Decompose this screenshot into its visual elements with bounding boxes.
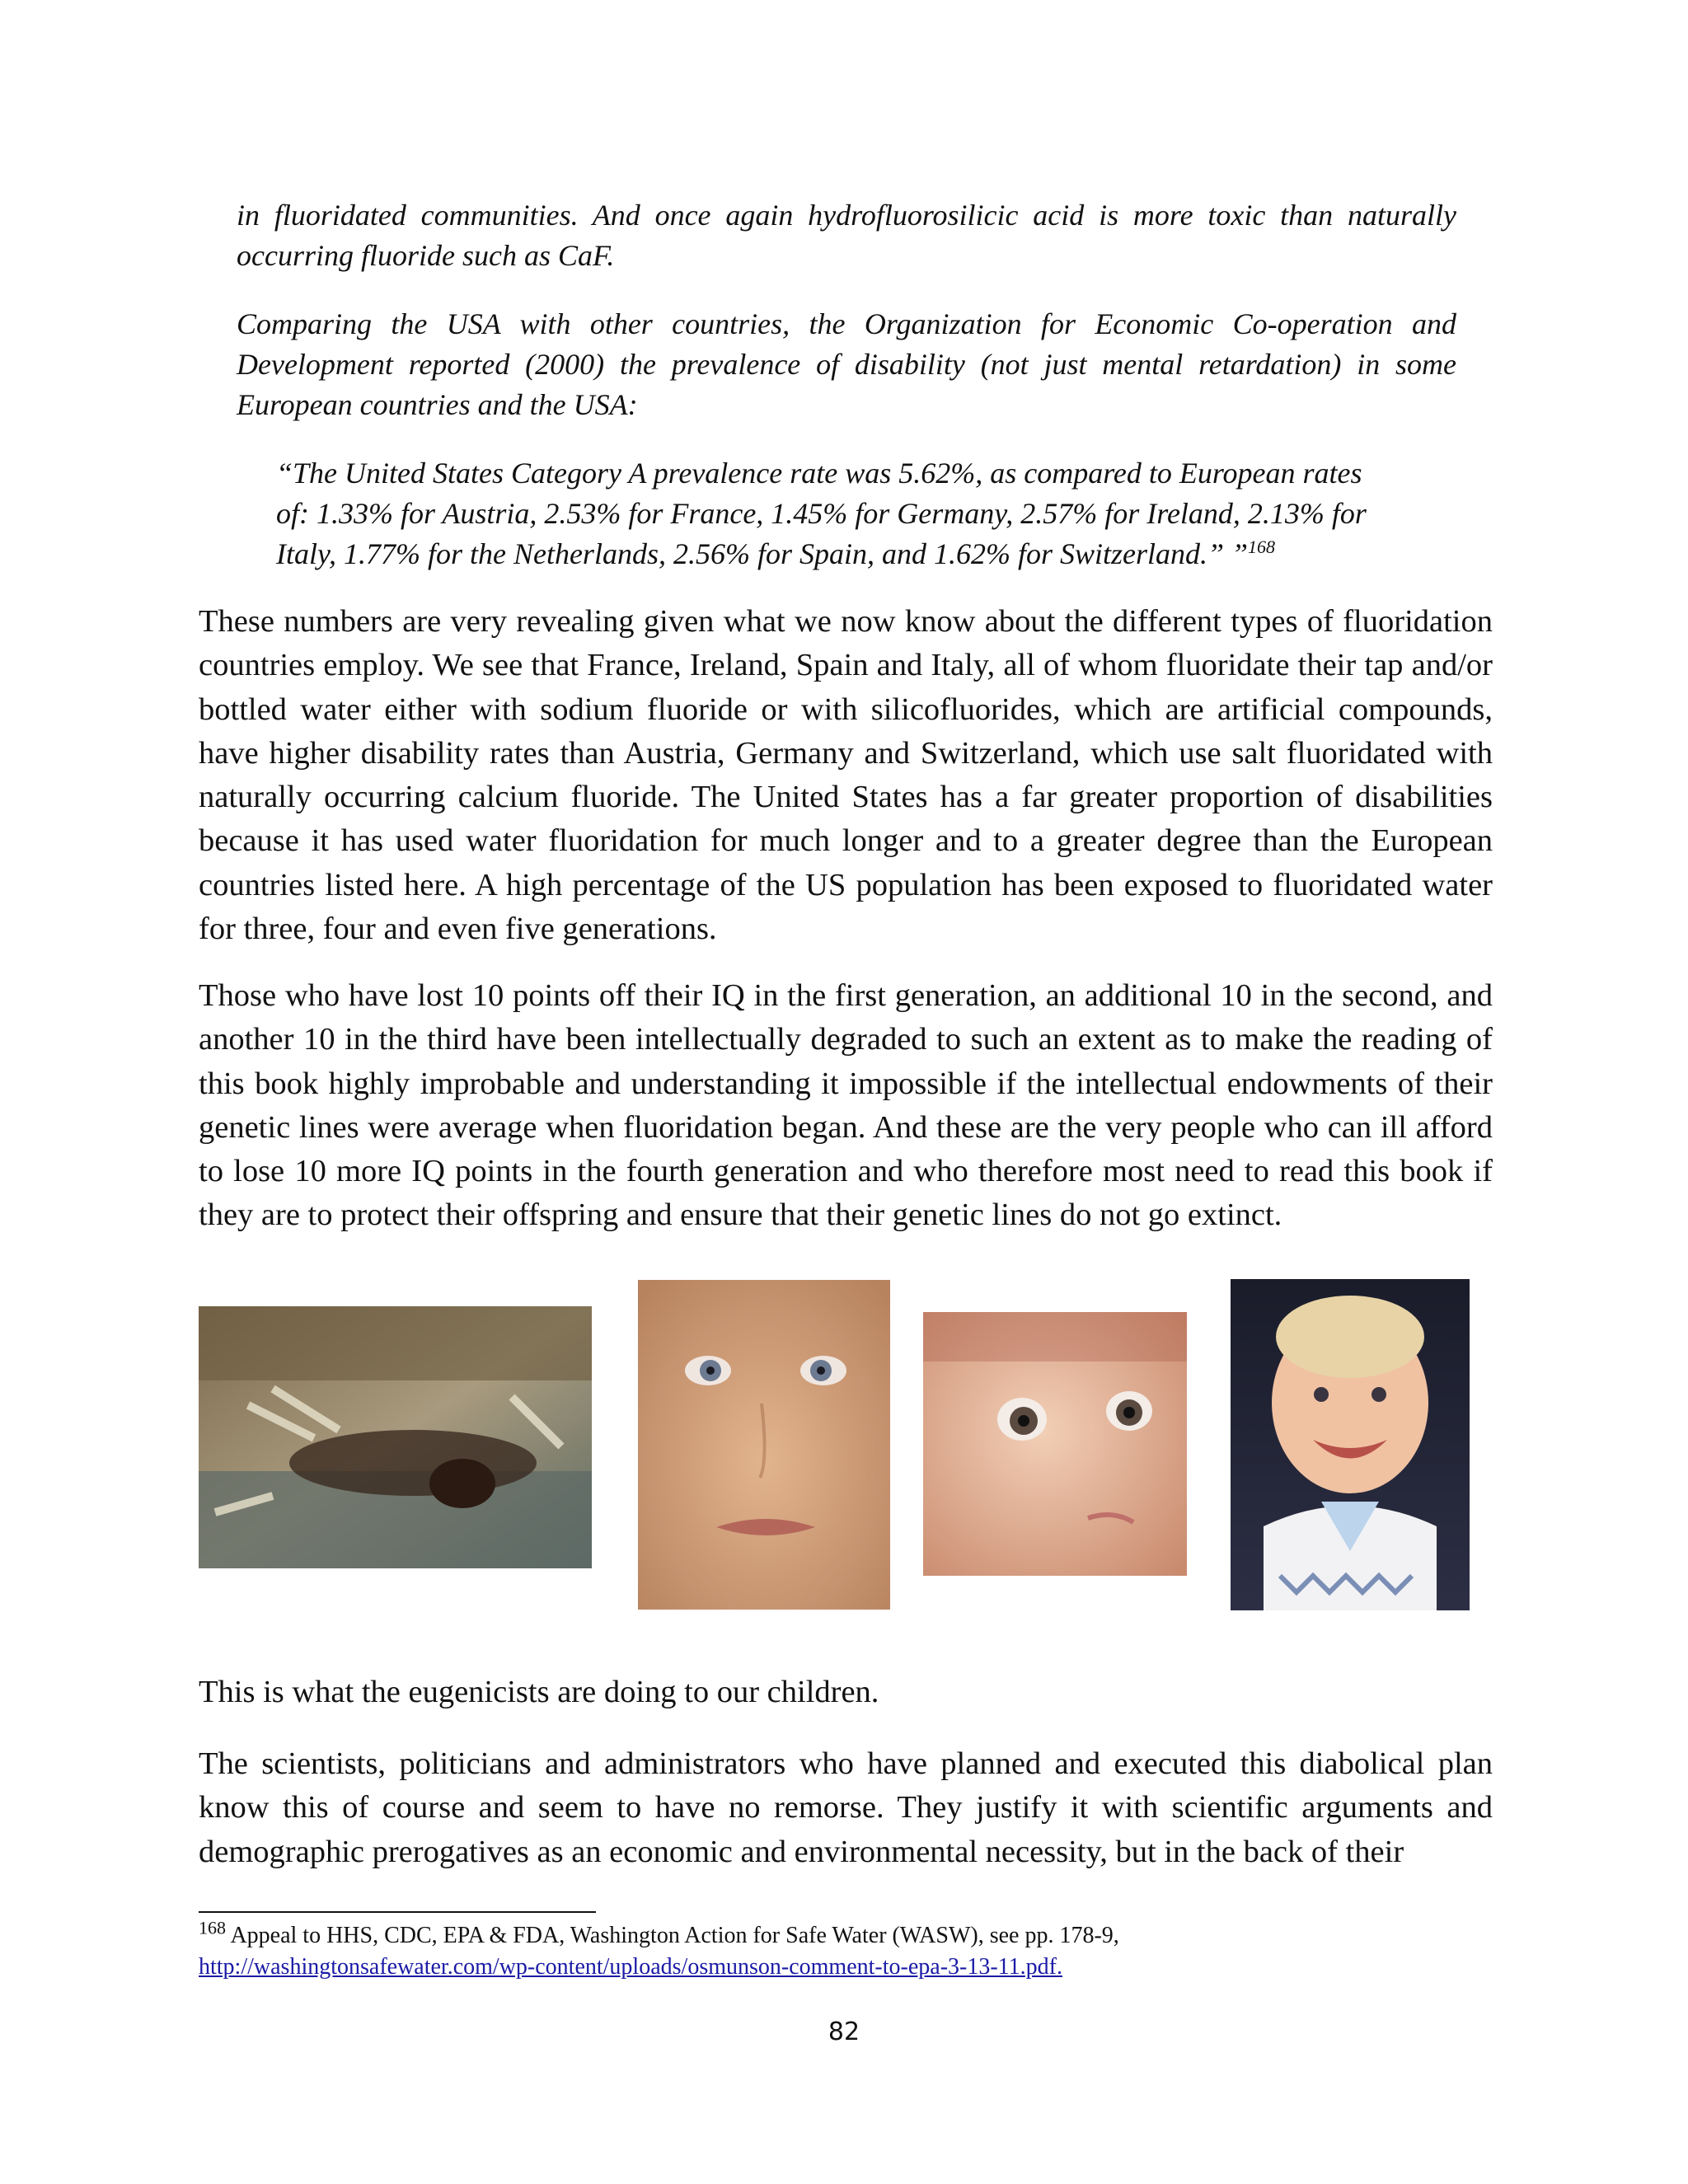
footnote-line-1 (199, 1917, 1493, 1952)
footnote (199, 1917, 1493, 1983)
footnote-text: Appeal to HHS, CDC, EPA & FDA, Washington Action for Safe Water (WASW), see pp. 178-9, (226, 1923, 1119, 1948)
quote-paragraph-1: in fluoridated communities. And once again hydrofluorosilicic acid is more toxic than naturally occurring fluoride such as CaF. (237, 199, 1456, 272)
inner-quote-line-2: of: 1.33% for Austria, 2.53% for France, 1.45% for Germany, 2.57% for Ireland, 2.13% for (276, 497, 1367, 530)
footnote-reference: 168 (1248, 537, 1276, 557)
quote-paragraph-2: Comparing the USA with other countries, the Organization for Economic Co-operation and Development reported (2000) the prevalence of disability (not just mental retardation) in some European countries and the USA: (237, 307, 1456, 421)
footnote-link[interactable]: http://washingtonsafewater.com/wp-content/uploads/osmunson-comment-to-epa-3-13-11.pdf. (199, 1954, 1062, 1980)
footnote-separator (199, 1911, 596, 1913)
body-paragraph-1: These numbers are very revealing given what we now know about the different types of fluoridation countries employ. We see that France, Ireland, Spain and Italy, all of whom fluoridate their tap and/or bottled water either with sodium fluoride or with silicofluorides, which are artificial compounds, have higher disability rates than Austria, Germany and Switzerland, which use salt fluoridated with naturally occurring calcium fluoride. The United States has a far greater proportion of disabilities because it has used water fluoridation for much longer and to a greater degree than the European countries listed here. A high percentage of the US population has been exposed to fluoridated water for three, four and even five generations. (199, 604, 1493, 947)
photo-child-on-floor (199, 1306, 592, 1568)
page-number: 82 (828, 2018, 860, 2046)
inner-quote-line-3-text: Italy, 1.77% for the Netherlands, 2.56% for Spain, and 1.62% for Switzerland.” ” (276, 537, 1249, 570)
footnote-number: 168 (199, 1917, 226, 1938)
body-paragraph-3: This is what the eugenicists are doing to our children. (199, 1675, 879, 1709)
inner-quote-line-1: “The United States Category A prevalence rate was 5.62%, as compared to European rates (276, 457, 1362, 490)
inner-quote-line-3 (276, 534, 1463, 574)
body-paragraph-4: The scientists, politicians and administrators who have planned and executed this diabolical plan know this of course and seem to have no remorse. They justify it with scientific arguments and demographic prerogatives as an economic and environmental necessity, but in the back of their (199, 1746, 1493, 1869)
photo-smiling-toddler (1231, 1279, 1470, 1610)
body-paragraph-2: Those who have lost 10 points off their IQ in the first generation, an additional 10 in the second, and another 10 in the third have been intellectually degraded to such an extent as to make the reading of this book highly improbable and understanding it impossible if the intellectual endowments of their genetic lines were average when fluoridation began. And these are the very people who can ill afford to lose 10 more IQ points in the fourth generation and who therefore most need to read this book if they are to protect their offspring and ensure that their genetic lines do not go extinct. (199, 978, 1493, 1233)
inner-quotation (276, 453, 1463, 574)
photo-child-face-closeup (638, 1280, 890, 1610)
footnote-line-2 (199, 1952, 1493, 1983)
photo-baby-face (923, 1312, 1187, 1576)
